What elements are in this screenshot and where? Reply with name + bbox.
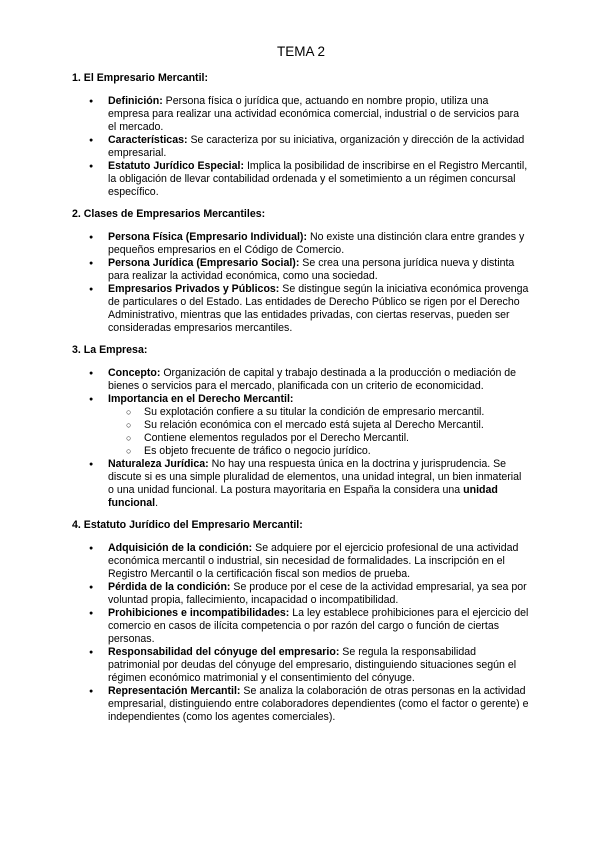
item-text: No hay una respuesta única en la doctrina y jurisprudencia. Se discute si es una simple pluralidad de elementos, una unidad integral, un bien inmaterial o una unidad funcional. La postura mayoritaria en España la considera una xyxy=(108,458,522,496)
bullet-list xyxy=(72,95,530,199)
sub-bullet-list xyxy=(108,406,530,458)
item-term: Pérdida de la condición: xyxy=(108,581,231,593)
list-item xyxy=(108,160,530,199)
sub-list-item: ○ Su explotación confiere a su titular la condición de empresario mercantil. xyxy=(144,406,530,419)
item-text: Persona física o jurídica que, actuando en nombre propio, utiliza una empresa para realizar una actividad económica comercial, industrial o de servicios para el mercado. xyxy=(108,95,519,133)
list-item xyxy=(108,581,530,607)
list-item xyxy=(108,542,530,581)
item-text: Se crea una persona jurídica nueva y distinta para realizar la actividad económica, como una sociedad. xyxy=(108,257,515,282)
list-item xyxy=(108,283,530,335)
item-term: Características: xyxy=(108,134,188,146)
item-text: Implica la posibilidad de inscribirse en el Registro Mercantil, la obligación de llevar contabilidad ordenada y el sometimiento a un régimen concursal específico. xyxy=(108,160,528,198)
sub-list-item: ○ Contiene elementos regulados por el Derecho Mercantil. xyxy=(144,432,530,445)
item-term: Persona Física (Empresario Individual): xyxy=(108,231,307,243)
bullet-list xyxy=(72,542,530,724)
item-term: Adquisición de la condición: xyxy=(108,542,253,554)
list-item xyxy=(108,607,530,646)
item-term: Definición: xyxy=(108,95,163,107)
item-text: Se produce por el cese de la actividad empresarial, ya sea por voluntad propia, fallecimiento, incapacidad o incompatibilidad. xyxy=(108,581,527,606)
item-term: Prohibiciones e incompatibilidades: xyxy=(108,607,290,619)
list-item xyxy=(108,685,530,724)
section-heading: 4. Estatuto Jurídico del Empresario Mercantil: xyxy=(72,519,303,531)
list-item xyxy=(108,393,530,458)
item-text: Se regula la responsabilidad patrimonial por deudas del cónyuge del empresario, distinguiendo situaciones según el régimen económico matrimonial y el consentimiento del cónyuge. xyxy=(108,646,517,684)
list-item xyxy=(108,95,530,134)
sub-list-item: ○ Su relación económica con el mercado está sujeta al Derecho Mercantil. xyxy=(144,419,530,432)
list-item xyxy=(108,646,530,685)
list-item xyxy=(108,257,530,283)
list-item xyxy=(108,367,530,393)
document-title: TEMA 2 xyxy=(276,44,325,59)
item-term: Responsabilidad del cónyuge del empresario: xyxy=(108,646,340,658)
section-2 xyxy=(72,208,530,335)
item-emphasis: unidad funcional xyxy=(108,484,498,509)
section-3 xyxy=(72,344,530,510)
item-term: Importancia en el Derecho Mercantil: xyxy=(108,393,294,405)
item-text: Organización de capital y trabajo destinada a la producción o mediación de bienes o servicios para el mercado, planificada con un criterio de economicidad. xyxy=(108,367,517,392)
list-item xyxy=(108,231,530,257)
section-heading: 3. La Empresa: xyxy=(72,344,148,356)
sub-list-item: ○ Es objeto frecuente de tráfico o negocio jurídico. xyxy=(144,445,530,458)
item-term: Estatuto Jurídico Especial: xyxy=(108,160,244,172)
item-term: Persona Jurídica (Empresario Social): xyxy=(108,257,300,269)
bullet-list xyxy=(72,367,530,510)
bullet-list xyxy=(72,231,530,335)
item-term: Representación Mercantil: xyxy=(108,685,241,697)
item-tail: . xyxy=(155,497,159,509)
list-item xyxy=(108,458,530,510)
item-text: Se analiza la colaboración de otras personas en la actividad empresarial, distinguiendo entre colaboradores dependientes (como el factor o gerente) e independientes (como los agentes comerciales). xyxy=(108,685,529,723)
item-text: Se adquiere por el ejercicio profesional de una actividad económica mercantil o industrial, sin necesidad de formalidades. La inscripción en el Registro Mercantil o la certificación fiscal son medios de prueba. xyxy=(108,542,519,580)
section-4 xyxy=(72,519,530,724)
item-text: No existe una distinción clara entre grandes y pequeños empresarios en el Código de Comercio. xyxy=(108,231,525,256)
item-term: Concepto: xyxy=(108,367,161,379)
section-1 xyxy=(72,72,530,199)
section-heading: 2. Clases de Empresarios Mercantiles: xyxy=(72,208,266,220)
item-text: Se caracteriza por su iniciativa, organización y dirección de la actividad empresarial. xyxy=(108,134,525,159)
item-term: Empresarios Privados y Públicos: xyxy=(108,283,280,295)
item-term: Naturaleza Jurídica: xyxy=(108,458,209,470)
item-text: Se distingue según la iniciativa económica provenga de particulares o del Estado. Las entidades de Derecho Público se rigen por el Derecho Administrativo, mientras que las entidades privadas, con ciertas reservas, pueden ser consideradas empresarios mercantiles. xyxy=(108,283,529,334)
item-text: La ley establece prohibiciones para el ejercicio del comercio en casos de ilícita competencia o por razón del cargo o función de ciertas personas. xyxy=(108,607,529,645)
section-heading: 1. El Empresario Mercantil: xyxy=(72,72,209,84)
list-item xyxy=(108,134,530,160)
